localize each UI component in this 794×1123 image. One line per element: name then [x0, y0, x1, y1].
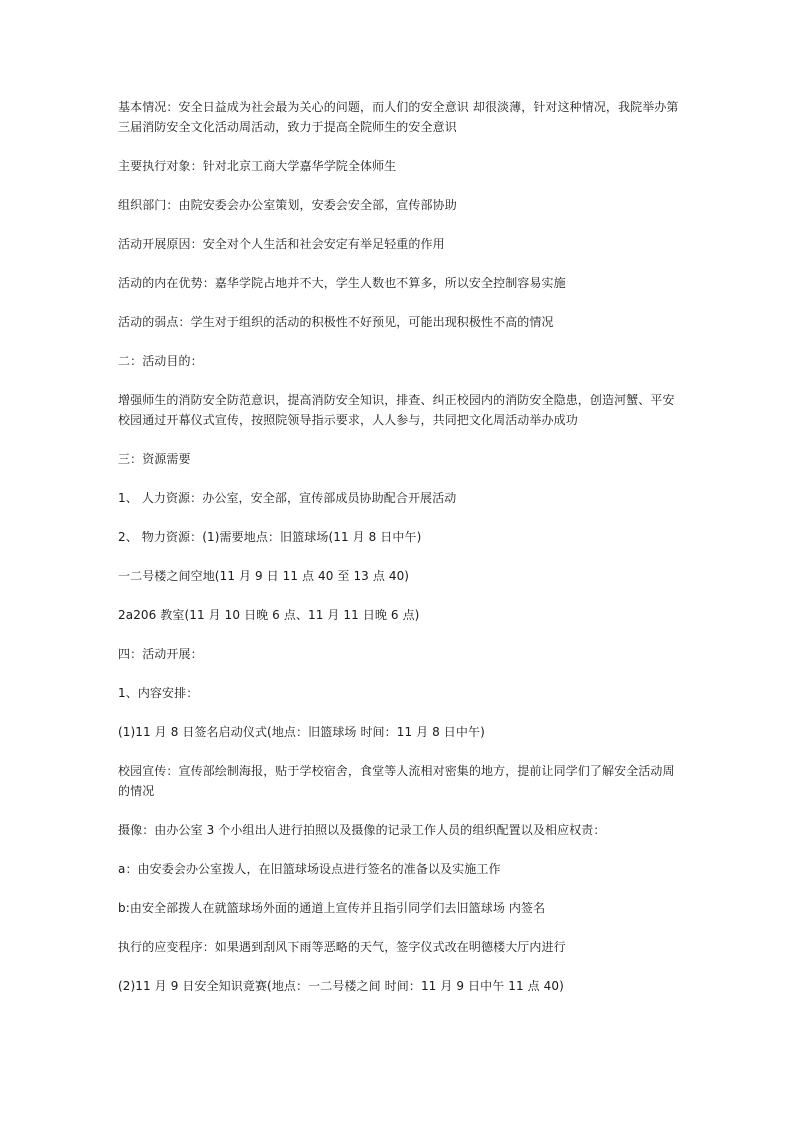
paragraph-knowledge-contest: (2)11 月 9 日安全知识竟赛(地点：一二号楼之间 时间：11 月 9 日中午 11 点 40): [118, 979, 564, 993]
section-heading-purpose: 二：活动目的：: [118, 354, 203, 368]
paragraph-item-b: b:由安全部拨人在就篮球场外面的通道上宣传并且指引同学们去旧篮球场 内签名: [118, 901, 546, 915]
paragraph-signing-ceremony: (1)11 月 8 日签名启动仪式(地点：旧篮球场 时间：11 月 8 日中午): [118, 725, 485, 739]
paragraph-weakness: 活动的弱点：学生对于组织的活动的积极性不好预见，可能出现积极性不高的情况: [118, 315, 554, 329]
paragraph-item-a: a：由安委会办公室拨人，在旧篮球场设点进行签名的准备以及实施工作: [118, 862, 501, 876]
document-body: [118, 97, 680, 1015]
paragraph-organizer: 组织部门：由院安委会办公室策划，安委会安全部，宣传部协助: [118, 198, 457, 212]
paragraph-contingency: 执行的应变程序：如果遇到刮风下雨等恶略的天气，签字仪式改在明德楼大厅内进行: [118, 940, 566, 954]
section-heading-resources: 三：资源需要: [118, 452, 191, 466]
list-item-human-resources: 1、 人力资源：办公室，安全部，宣传部成员协助配合开展活动: [118, 491, 457, 505]
paragraph-basic-situation: 基本情况：安全日益成为社会最为关心的问题，而人们的安全意识 却很淡薄，针对这种情况，我院举办第三届消防安全文化活动周活动，致力于提高全院师生的安全意识: [118, 100, 679, 134]
list-item-material-resources: 2、 物力资源：(1)需要地点：旧篮球场(11 月 8 日中午): [118, 530, 422, 544]
subheading-content-arrangement: 1、内容安排：: [118, 686, 199, 700]
paragraph-purpose: 增强师生的消防安全防范意识，提高消防安全知识，排查、纠正校园内的消防安全隐患，创造河蟹、平安校园通过开幕仪式宣传，按照院领导指示要求，人人参与，共同把文化周活动举办成功: [118, 393, 675, 427]
paragraph-location-open-space: 一二号楼之间空地(11 月 9 日 11 点 40 至 13 点 40): [118, 569, 410, 583]
paragraph-target-audience: 主要执行对象：针对北京工商大学嘉华学院全体师生: [118, 159, 397, 173]
paragraph-campus-publicity: 校园宣传：宣传部绘制海报，贴于学校宿舍，食堂等人流相对密集的地方，提前让同学们了解安全活动周的情况: [118, 764, 675, 798]
paragraph-advantage: 活动的内在优势：嘉华学院占地并不大，学生人数也不算多，所以安全控制容易实施: [118, 276, 566, 290]
paragraph-location-classroom: 2a206 教室(11 月 10 日晚 6 点、11 月 11 日晚 6 点): [118, 608, 420, 622]
paragraph-reason: 活动开展原因：安全对个人生活和社会安定有举足轻重的作用: [118, 237, 445, 251]
section-heading-activities: 四：活动开展：: [118, 647, 203, 661]
paragraph-photography: 摄像：由办公室 3 个小组出人进行拍照以及摄像的记录工作人员的组织配置以及相应权责：: [118, 823, 606, 837]
